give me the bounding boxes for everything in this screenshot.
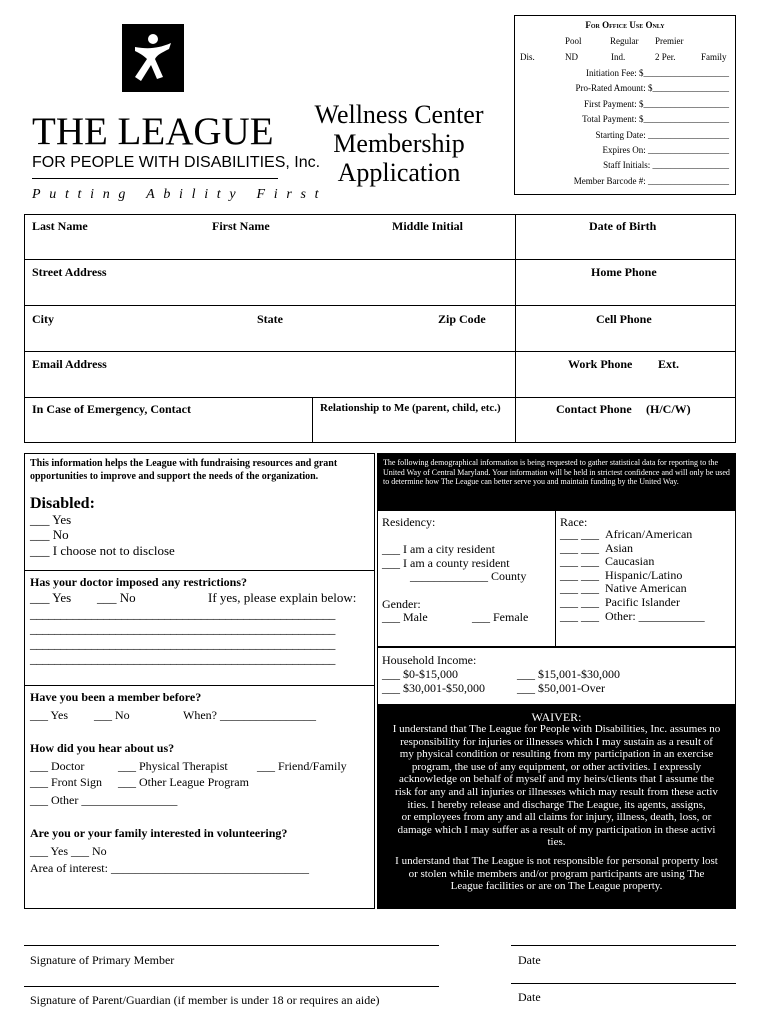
income-30-50k[interactable]: ___ $30,001-$50,000	[382, 681, 485, 695]
date-line-1[interactable]	[511, 945, 736, 946]
header-rule	[32, 178, 278, 179]
race-item[interactable]: ___ ___ Pacific Islander	[560, 594, 680, 609]
org-subname: FOR PEOPLE WITH DISABILITIES, Inc.	[32, 154, 321, 171]
member-when[interactable]: When? ________________	[183, 708, 316, 722]
city-field[interactable]: City	[32, 312, 54, 326]
office-field[interactable]: First Payment: $___________________	[583, 98, 729, 109]
explain-line[interactable]: __________________________________________________	[30, 651, 336, 666]
county-name[interactable]: _____________ County	[410, 569, 527, 583]
office-field[interactable]: Staff Initials: _________________	[603, 160, 729, 171]
race-item[interactable]: ___ ___ Native American	[560, 581, 687, 596]
office-field[interactable]: Member Barcode #: __________________	[573, 175, 729, 186]
race-list	[560, 528, 705, 623]
emergency-field[interactable]: In Case of Emergency, Contact	[32, 402, 191, 416]
volunteer-question: Are you or your family interested in volunteering?	[30, 826, 288, 840]
hear-sign[interactable]: ___ Front Sign	[30, 775, 103, 789]
hear-other[interactable]: ___ Other ________________	[30, 793, 178, 807]
signature-line-primary[interactable]	[24, 945, 439, 946]
disabled-yes[interactable]: ___ Yes	[30, 512, 72, 527]
explain-line[interactable]: __________________________________________________	[30, 606, 336, 621]
gender-female[interactable]: ___ Female	[472, 610, 529, 624]
logo-mark	[122, 24, 184, 92]
race-item[interactable]: ___ ___ Caucasian	[560, 554, 655, 569]
middle-initial-field[interactable]: Middle Initial	[392, 219, 464, 233]
race-item[interactable]: ___ ___ Other: ___________	[560, 608, 705, 623]
signature-line-guardian[interactable]	[24, 986, 439, 987]
hear-pt[interactable]: ___ Physical Therapist	[118, 759, 228, 773]
disabled-title: Disabled:	[30, 495, 95, 512]
gender-label: Gender:	[382, 597, 421, 611]
gender-male[interactable]: ___ Male	[382, 610, 428, 624]
hear-doctor[interactable]: ___ Doctor	[30, 759, 85, 773]
work-phone-field[interactable]: Work Phone	[568, 357, 633, 371]
org-name: THE LEAGUE	[32, 110, 274, 153]
signature-guardian-label: Signature of Parent/Guardian (if member is under 18 or requires an aide)	[30, 993, 380, 1007]
volunteer-area[interactable]: Area of interest: _________________________________	[30, 861, 309, 875]
hear-friend[interactable]: ___ Friend/Family	[257, 759, 347, 773]
email-field[interactable]: Email Address	[32, 357, 107, 371]
dob-field[interactable]: Date of Birth	[589, 219, 657, 233]
hear-other-program[interactable]: ___ Other League Program	[118, 775, 249, 789]
contact-phone-field[interactable]: Contact Phone	[556, 402, 632, 416]
member-no[interactable]: ___ No	[94, 708, 130, 722]
street-field[interactable]: Street Address	[32, 265, 107, 279]
income-15-30k[interactable]: ___ $15,001-$30,000	[517, 667, 620, 681]
explain-line[interactable]: __________________________________________________	[30, 636, 336, 651]
office-field[interactable]: Expires On: __________________	[602, 145, 729, 156]
intro-text: This information helps the League with fundraising resources and grant opportunities to improve and support the needs of the organization.	[30, 458, 338, 482]
ext-field[interactable]: Ext.	[658, 357, 679, 371]
date-label-2: Date	[518, 990, 541, 1004]
member-question: Have you been a member before?	[30, 690, 202, 704]
race-label: Race:	[560, 515, 588, 529]
waiver-box: WAIVER: I understand that The League for People with Disabilities, Inc. assumes no responsibility for injuries or illnesses which I may sustain as a result of my physical condition or resulting from my participation in an exercise program, the use of any equipment, or other activities. I expressly acknowledge on behalf of myself and my heirs/clients that I assume the risk for any and all injuries or illnesses which may result from these activ ities. I hereby release and discharge The League, its agents, assigns, or employees from any and all claims for injury, illness, death, loss, or damage which I may suffer as a result of my participation in these activi ties. I understand that The League is not responsible for personal property lost or stolen while members and/or program participants are using The League facilities or are on The League property.	[377, 705, 736, 909]
income-50k-over[interactable]: ___ $50,001-Over	[517, 681, 605, 695]
disabled-no[interactable]: ___ No	[30, 527, 69, 542]
office-field[interactable]: Total Payment: $___________________	[582, 114, 729, 125]
volunteer-yes-no[interactable]: ___ Yes ___ No	[30, 844, 107, 858]
race-item[interactable]: ___ ___ Hispanic/Latino	[560, 567, 683, 582]
member-yes[interactable]: ___ Yes	[30, 708, 69, 722]
date-label-1: Date	[518, 953, 541, 967]
disabled-undisclosed[interactable]: ___ I choose not to disclose	[30, 543, 175, 558]
city-resident[interactable]: ___ I am a city resident	[382, 542, 495, 556]
date-line-2[interactable]	[511, 983, 736, 984]
office-use-box: For Office Use Only Pool Regular Premier Dis. ND Ind. 2 Per. Family Initiation Fee: $___________________ Pro-Rated Amount: $_________________ First Payment: $___________________ Total Payment: $___________________ Starting Date: __________________ Expires On: __________________ Staff Initials: _________________ Member Barcode #: __________________	[514, 15, 736, 195]
hear-question: How did you hear about us?	[30, 741, 175, 755]
office-fields	[514, 66, 729, 189]
zip-field[interactable]: Zip Code	[438, 312, 486, 326]
race-item[interactable]: ___ ___ Asian	[560, 540, 633, 555]
demographic-note: The following demographical information is being requested to gather statistical data for reporting to the United Way of Central Maryland. Your information will be held in strictest confidence and will only be used to determine how The League can better serve you and maintain funding by the United Way.	[377, 453, 736, 510]
restrictions-explain: If yes, please explain below:	[208, 590, 357, 605]
figure-icon	[125, 27, 181, 89]
county-resident[interactable]: ___ I am a county resident	[382, 556, 510, 570]
restrictions-yes[interactable]: ___ Yes	[30, 590, 72, 605]
hcw-label: (H/C/W)	[646, 402, 691, 416]
income-label: Household Income:	[382, 653, 477, 667]
residency-label: Residency:	[382, 515, 436, 529]
relationship-field[interactable]: Relationship to Me (parent, child, etc.)	[320, 402, 501, 414]
office-heading: For Office Use Only	[585, 20, 665, 30]
last-name-field[interactable]: Last Name	[32, 219, 88, 233]
income-0-15k[interactable]: ___ $0-$15,000	[382, 667, 458, 681]
restrictions-no[interactable]: ___ No	[97, 590, 136, 605]
office-field[interactable]: Starting Date: __________________	[595, 129, 729, 140]
office-field[interactable]: Pro-Rated Amount: $_________________	[575, 83, 729, 94]
state-field[interactable]: State	[257, 312, 283, 326]
explain-line[interactable]: __________________________________________________	[30, 621, 336, 636]
race-item[interactable]: ___ ___ African/American	[560, 527, 693, 541]
left-section	[24, 453, 375, 909]
office-field[interactable]: Initiation Fee: $___________________	[586, 68, 729, 78]
restrictions-question: Has your doctor imposed any restrictions?	[30, 575, 248, 589]
waiver-title: WAIVER:	[531, 710, 582, 724]
signature-primary-label: Signature of Primary Member	[30, 953, 175, 967]
cell-phone-field[interactable]: Cell Phone	[596, 312, 652, 326]
home-phone-field[interactable]: Home Phone	[591, 265, 657, 279]
form-title: Wellness Center Membership Application	[314, 100, 484, 187]
tagline: Putting Ability First	[32, 187, 328, 202]
first-name-field[interactable]: First Name	[212, 219, 270, 233]
